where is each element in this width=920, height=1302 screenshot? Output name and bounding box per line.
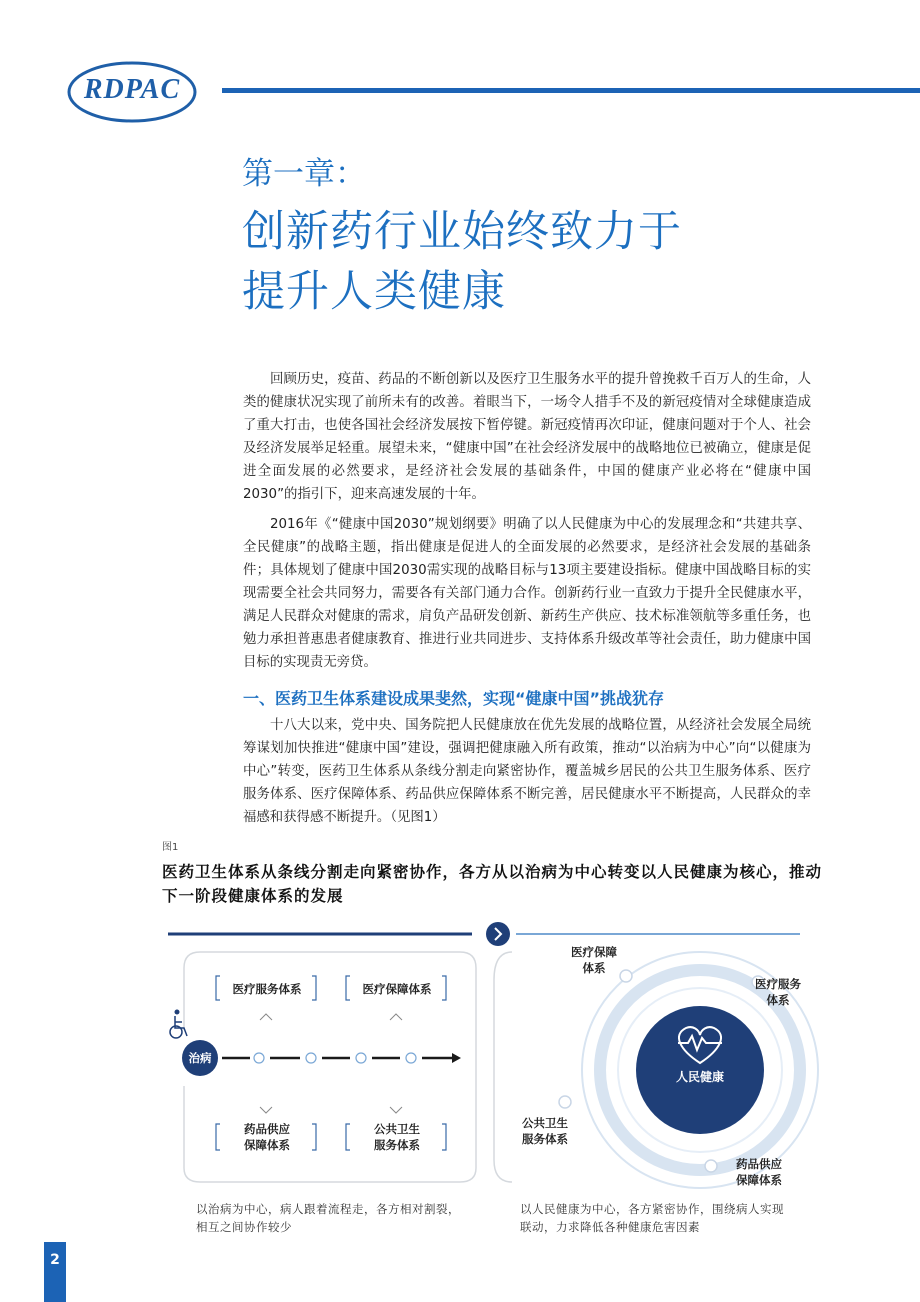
node-medical-service (748, 976, 808, 1008)
node-drug-supply (726, 1156, 792, 1188)
box-public-health (356, 1121, 438, 1153)
box-drug-supply-line2: 保障体系 (244, 1138, 290, 1152)
chevron-right-icon (486, 922, 510, 946)
flow-chevrons (260, 1014, 402, 1113)
section-heading: 一、医药卫生体系建设成果斐然，实现“健康中国”挑战犹存 (243, 689, 665, 708)
treat-label: 治病 (188, 1051, 212, 1065)
node-medical-security-line1: 医疗保障 (571, 945, 617, 959)
box-public-health-line2: 服务体系 (374, 1138, 420, 1152)
node-medical-service-line1: 医疗服务 (755, 977, 801, 991)
figure-diagram (160, 910, 920, 1234)
node-public-health-line1: 公共卫生 (522, 1116, 568, 1130)
header-rule (222, 88, 920, 93)
node-public-health-line2: 服务体系 (522, 1132, 568, 1146)
figure-title: 医药卫生体系从条线分割走向紧密协作，各方从以治病为中心转变以人民健康为核心，推动下一阶段健康体系的发展 (162, 862, 823, 905)
node-drug-supply-line1: 药品供应 (736, 1157, 782, 1171)
center-label: 人民健康 (675, 1070, 724, 1084)
chapter-label: 第一章： (242, 156, 366, 192)
chapter-title-line-1: 创新药行业始终致力于 (242, 207, 682, 257)
box-medical-security: 医疗保障体系 (362, 982, 432, 996)
node-public-health (512, 1115, 578, 1147)
chapter-title-line-2: 提升人类健康 (242, 267, 506, 317)
node-drug-supply-line2: 保障体系 (736, 1173, 782, 1187)
paragraph-intro: 回顾历史，疫苗、药品的不断创新以及医疗卫生服务水平的提升曾挽救千百万人的生命，人类的健康状况实现了前所未有的改善。着眼当下，一场令人措手不及的新冠疫情对全球健康造成了重大打击，也使各国社会经济发展按下暂停键。新冠疫情再次印证，健康问题对于个人、社会及经济发展举足轻重。展望未来，“健康中国”在社会经济发展中的战略地位已被确立，健康是促进全面发展的必然要求，是经济社会发展的基础条件，中国的健康产业必将在“健康中国2030”的指引下，迎来高速发展的十年。 (243, 372, 811, 502)
node-medical-security-line2: 体系 (582, 961, 606, 975)
right-caption: 以人民健康为中心，各方紧密协作，围绕病人实现联动，力求降低各种健康危害因素 (520, 1202, 784, 1234)
rdpac-logo (66, 60, 198, 124)
diagram-graphics (160, 910, 920, 1230)
box-drug-supply (226, 1121, 308, 1153)
page-number: 2 (50, 1252, 60, 1268)
box-medical-service: 医疗服务体系 (232, 982, 302, 996)
box-drug-supply-line1: 药品供应 (244, 1122, 290, 1136)
paragraph-section-one: 十八大以来，党中央、国务院把人民健康放在优先发展的战略位置，从经济社会发展全局统筹谋划加快推进“健康中国”建设，强调把健康融入所有政策，推动“以治病为中心”向“以健康为中心”转变，医药卫生体系从条线分割走向紧密协作，覆盖城乡居民的公共卫生服务体系、医疗服务体系、医疗保障体系、药品供应保障体系不断完善，居民健康水平不断提高，人民群众的幸福感和获得感不断提升。（见图1） (243, 718, 811, 825)
node-medical-security (564, 944, 624, 976)
left-caption: 以治病为中心，病人跟着流程走，各方相对割裂，相互之间协作较少 (196, 1202, 460, 1234)
logo-text: RDPAC (83, 74, 181, 105)
figure-label: 图1 (162, 842, 179, 853)
treatment-flow-line (222, 1053, 461, 1063)
box-public-health-line1: 公共卫生 (374, 1122, 420, 1136)
right-panel-frame (494, 952, 512, 1182)
node-medical-service-line2: 体系 (766, 993, 790, 1007)
page-tab (44, 1242, 66, 1302)
paragraph-healthy-china: 2016年《“健康中国2030”规划纲要》明确了以人民健康为中心的发展理念和“共建共享、全民健康”的战略主题，指出健康是促进人的全面发展的必然要求，是经济社会发展的基础条件；具体规划了健康中国2030需实现的战略目标与13项主要建设指标。健康中国战略目标的实现需要全社会共同努力，需要各有关部门通力合作。创新药行业一直致力于提升全民健康水平，满足人民群众对健康的需求，肩负产品研发创新、新药生产供应、技术标准领航等多重任务，也勉力承担普惠患者健康教育、推进行业共同进步、支持体系升级改革等社会责任，助力健康中国目标的实现责无旁贷。 (243, 517, 811, 670)
